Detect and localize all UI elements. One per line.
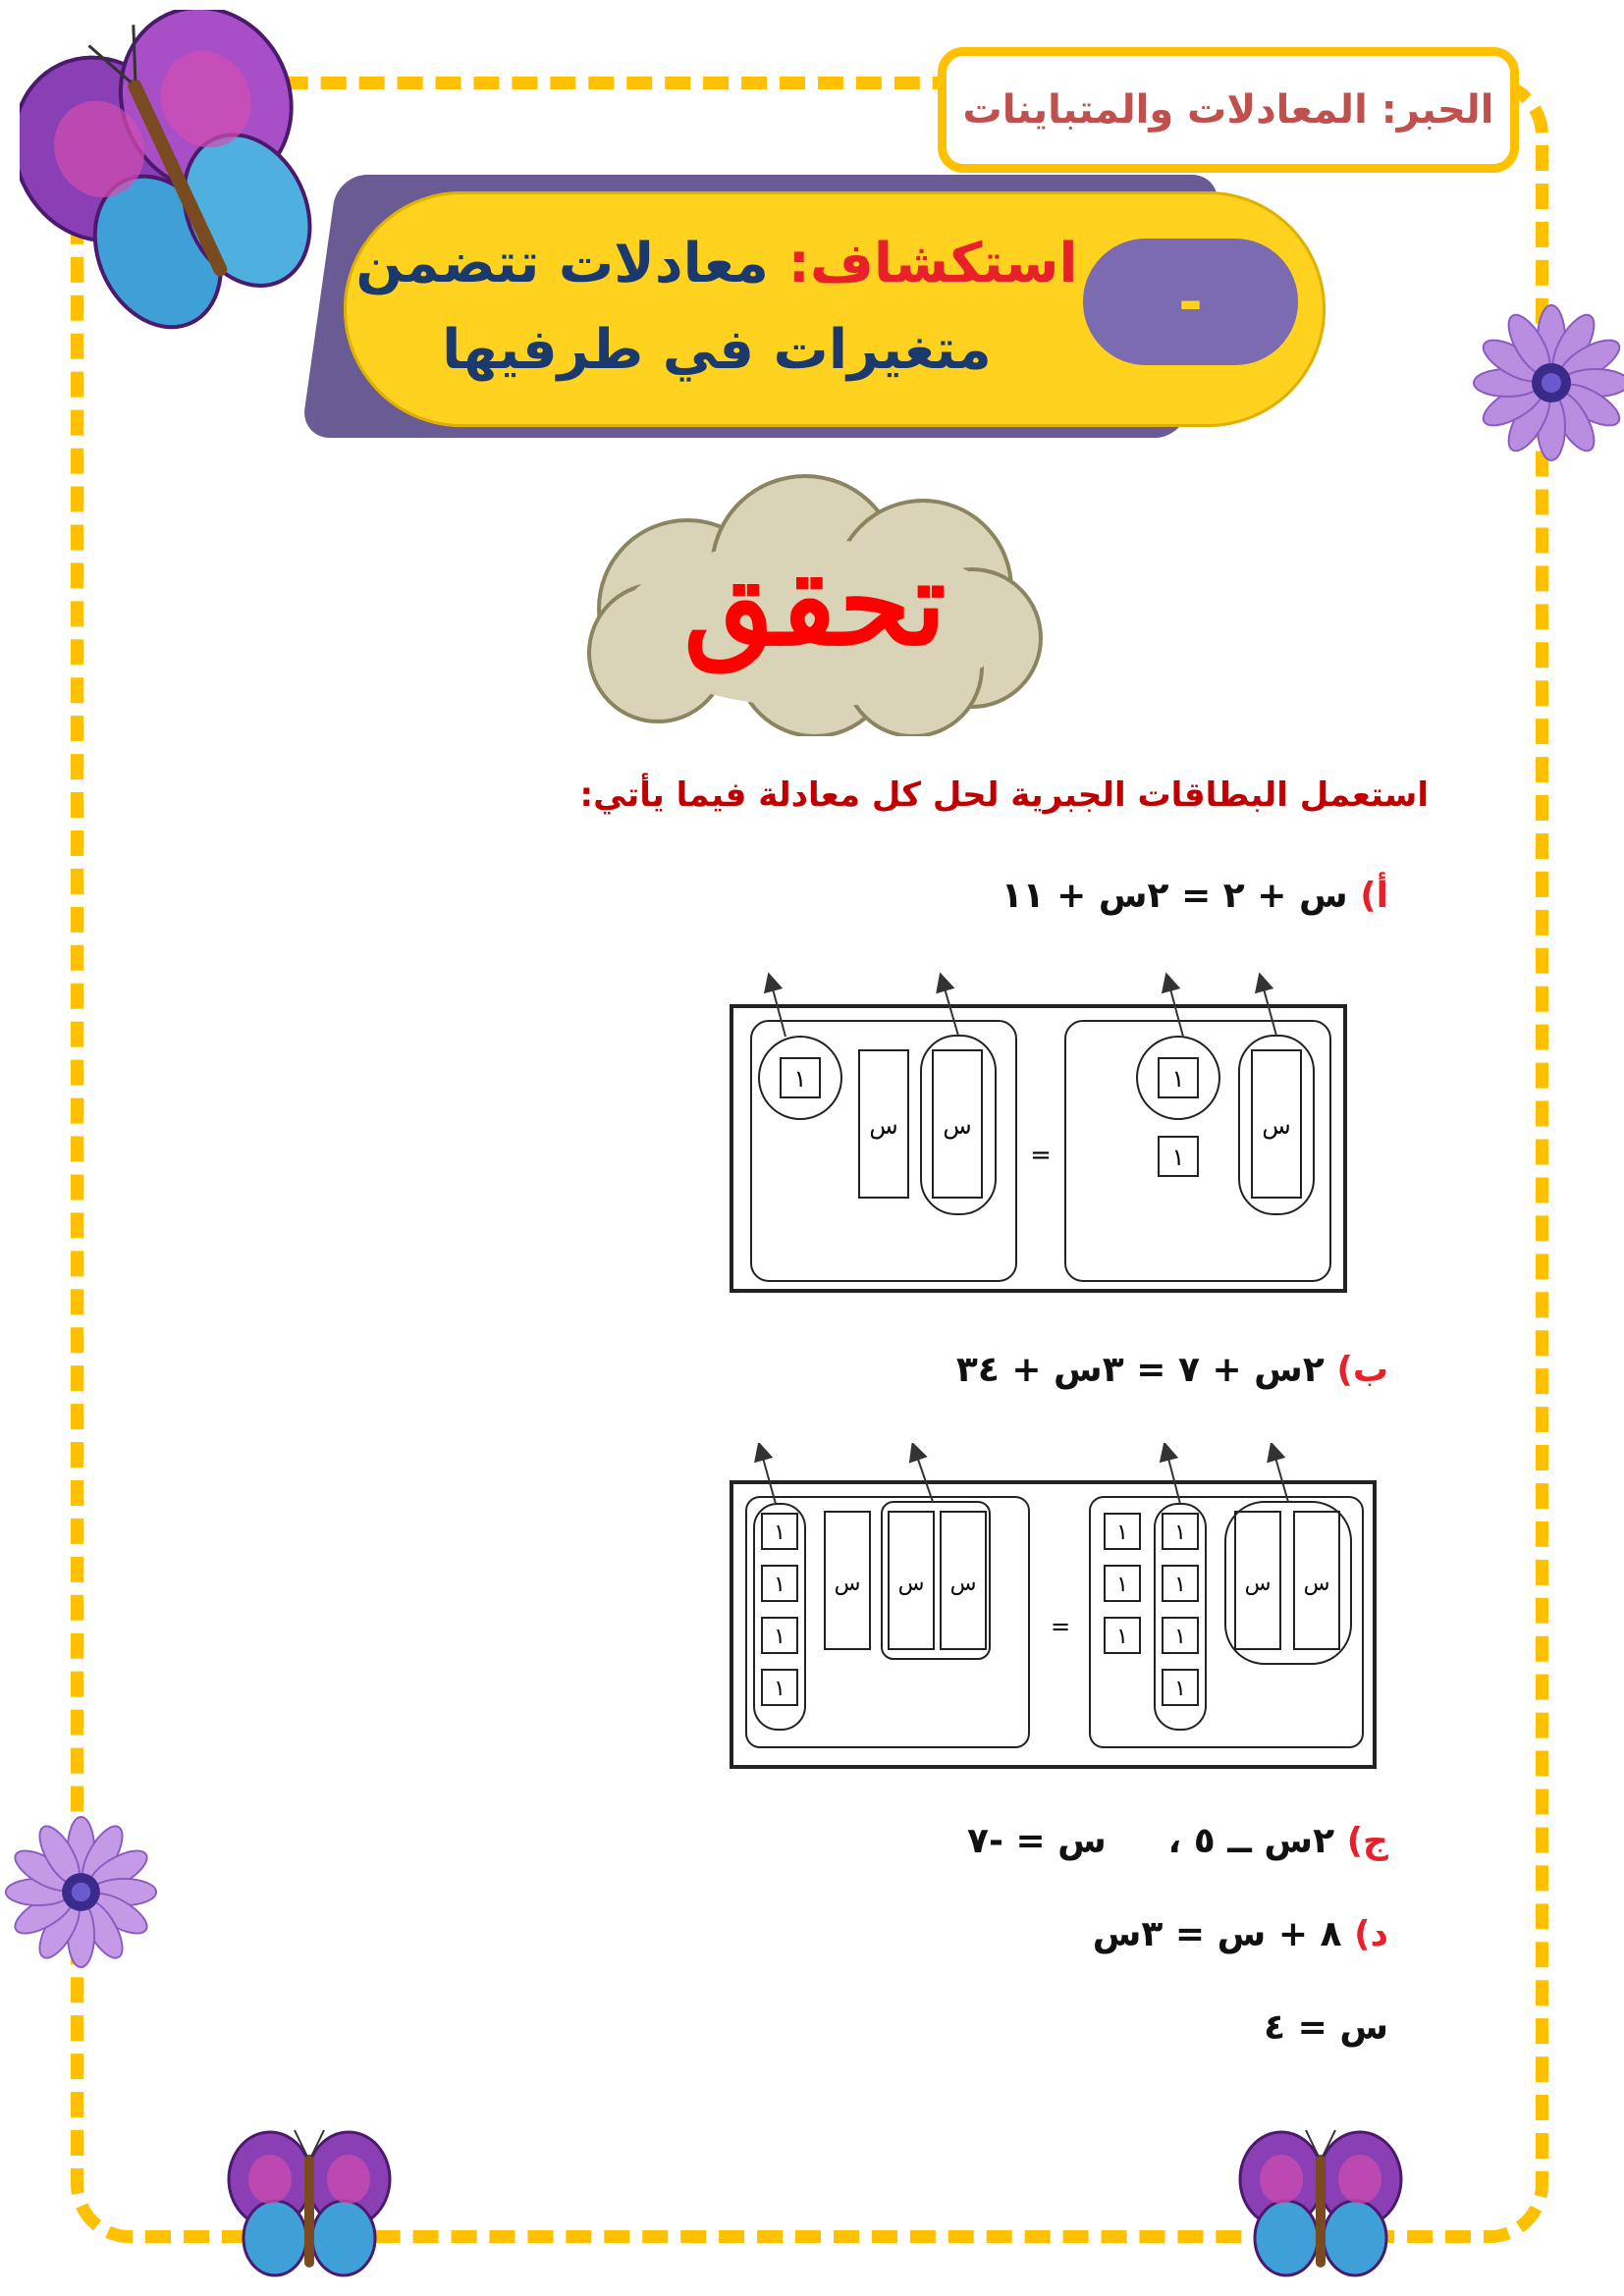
flower-icon xyxy=(5,1816,157,1968)
svg-text:١: ١ xyxy=(774,1521,785,1545)
exercise-c xyxy=(799,1821,1388,1861)
lesson-title-line2: متغيرات في طرفيها xyxy=(442,318,992,382)
exercise-label: ب) xyxy=(1336,1350,1388,1390)
svg-text:س: س xyxy=(834,1572,861,1596)
svg-text:س: س xyxy=(897,1572,925,1596)
exercise-equation: س = ٤ xyxy=(1264,2007,1388,2048)
svg-text:س: س xyxy=(1262,1112,1291,1140)
flower-icon xyxy=(1473,304,1624,461)
exercise-d xyxy=(799,1914,1388,1954)
chapter-header xyxy=(938,47,1519,173)
butterfly-icon xyxy=(221,2125,398,2282)
exercise-d-answer xyxy=(799,2007,1388,2048)
exercise-b xyxy=(799,1350,1388,1390)
svg-text:١: ١ xyxy=(793,1065,807,1093)
svg-text:س: س xyxy=(1303,1572,1330,1596)
lesson-title-line1: معادلات تتضمن xyxy=(355,232,769,295)
svg-text:=: = xyxy=(1030,1141,1052,1170)
svg-text:س: س xyxy=(943,1112,972,1140)
check-heading: تحقق xyxy=(683,535,947,671)
svg-text:١: ١ xyxy=(1174,1521,1186,1545)
chapter-title: الحبر: المعادلات والمتباينات xyxy=(962,87,1494,133)
exercise-equation: ٨ + س = ٣س xyxy=(1092,1914,1342,1954)
svg-text:١: ١ xyxy=(1116,1573,1128,1597)
exercise-equation: ٢س ــ ٥ ، س = -٧ xyxy=(967,1821,1335,1861)
svg-text:١: ١ xyxy=(774,1677,785,1701)
exercise-label: أ) xyxy=(1360,876,1388,916)
svg-text:س: س xyxy=(1244,1572,1272,1596)
exercise-equation: س + ٢ = ٢س + ١١ xyxy=(1001,876,1348,916)
algebra-tiles-diagram-b xyxy=(727,1443,1384,1781)
svg-text:١: ١ xyxy=(774,1625,785,1649)
lesson-title xyxy=(353,221,1080,394)
svg-text:١: ١ xyxy=(1116,1521,1128,1545)
svg-text:١: ١ xyxy=(1174,1677,1186,1701)
svg-text:١: ١ xyxy=(1171,1144,1185,1171)
butterfly-icon xyxy=(20,10,344,363)
exercise-a xyxy=(799,876,1388,916)
svg-text:س: س xyxy=(949,1572,977,1596)
svg-text:=: = xyxy=(1050,1613,1071,1640)
butterfly-icon xyxy=(1232,2125,1409,2282)
svg-text:١: ١ xyxy=(774,1573,785,1597)
svg-text:س: س xyxy=(869,1112,898,1140)
exercise-label: د) xyxy=(1354,1914,1388,1954)
svg-text:١: ١ xyxy=(1174,1625,1186,1649)
svg-text:١: ١ xyxy=(1174,1573,1186,1597)
lesson-keyword: استكشاف: xyxy=(787,232,1078,295)
lesson-number-pill: - xyxy=(1075,231,1306,373)
exercise-label: ج) xyxy=(1346,1821,1388,1861)
instruction-text: استعمل البطاقات الجبرية لحل كل معادلة فيما يأتي: xyxy=(579,775,1429,815)
exercise-equation: ٢س + ٧ = ٣س + ٣٤ xyxy=(955,1350,1325,1390)
svg-text:١: ١ xyxy=(1171,1065,1185,1093)
algebra-tiles-diagram-a xyxy=(727,972,1355,1309)
svg-text:١: ١ xyxy=(1116,1625,1128,1649)
